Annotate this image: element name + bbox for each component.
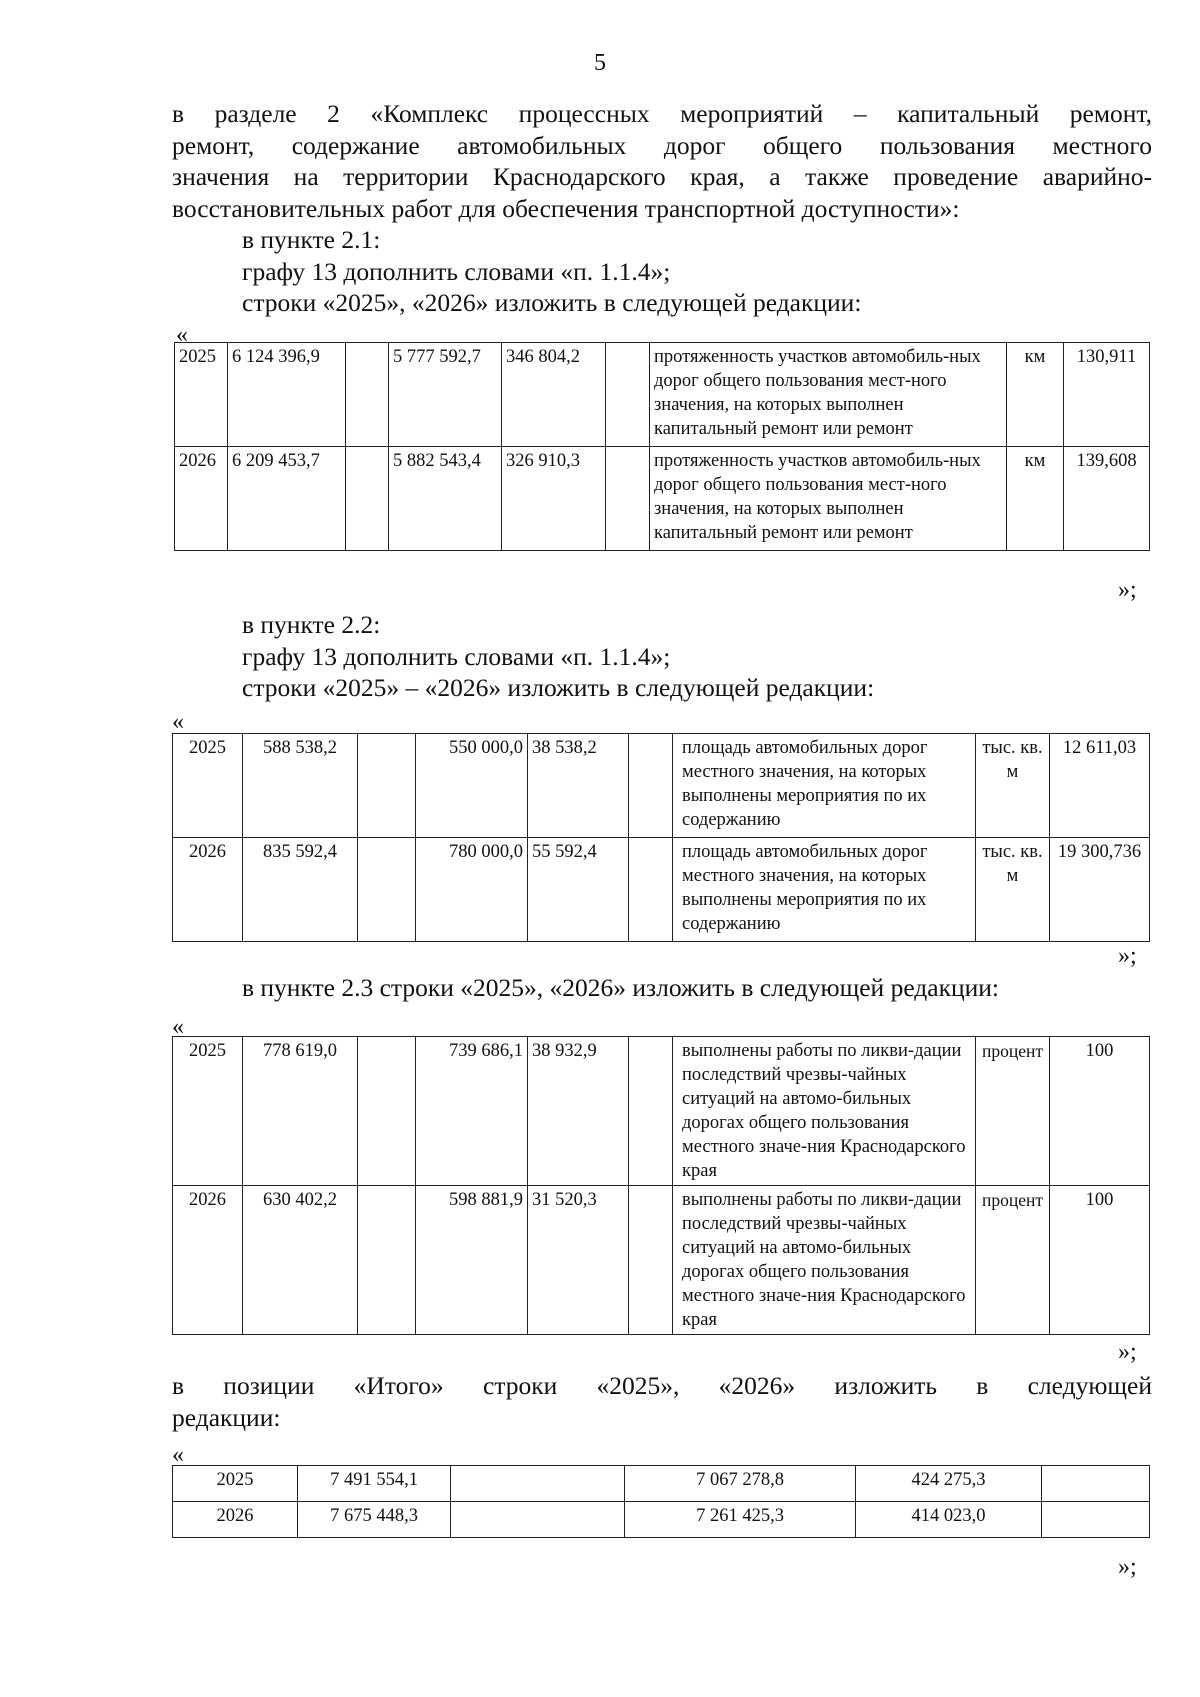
s23-line: в пункте 2.3 строки «2025», «2026» изложить в следующей редакции:: [242, 973, 1000, 1002]
s21-line-3: строки «2025», «2026» изложить в следующей редакции:: [242, 288, 862, 317]
indicator-cell: выполнены работы по ликви-дации последствий чрезвы-чайных ситуаций на автомо-бильных дорогах общего пользования местного значе-ния Краснодарского края: [673, 1037, 976, 1186]
indicator-cell: площадь автомобильных дорог местного значения, на которых выполнены мероприятия по их содержанию: [673, 838, 976, 942]
value-cell: 12 611,03: [1050, 734, 1150, 838]
regional-cell: 5 882 543,4: [389, 447, 502, 551]
year-cell: 2025: [173, 1037, 243, 1186]
s21-close-quote: »;: [1118, 577, 1137, 603]
empty-cell: [451, 1466, 625, 1502]
local-cell: 414 023,0: [856, 1502, 1042, 1538]
s21-table: [174, 342, 1150, 551]
s23-table: [172, 1036, 1150, 1335]
empty-cell: [451, 1502, 625, 1538]
table-row: [173, 1186, 1150, 1335]
local-cell: 326 910,3: [502, 447, 606, 551]
local-cell: 31 520,3: [528, 1186, 629, 1335]
regional-cell: 598 881,9: [416, 1186, 528, 1335]
total-cell: 835 592,4: [243, 838, 358, 942]
total-cell: 778 619,0: [243, 1037, 358, 1186]
s22-line-2: графу 13 дополнить словами «п. 1.1.4»;: [242, 641, 671, 671]
regional-cell: 7 261 425,3: [625, 1502, 856, 1538]
year-cell: 2026: [175, 447, 228, 551]
page-number: 5: [594, 50, 606, 76]
value-cell: 139,608: [1064, 447, 1150, 551]
local-cell: 38 538,2: [528, 734, 629, 838]
intro-line-2: ремонт, содержание автомобильных дорог общего пользования местного: [172, 130, 1152, 160]
empty-cell: [346, 343, 389, 447]
unit-cell: км: [1007, 447, 1064, 551]
itogo-line-1: в позиции «Итого» строки «2025», «2026» изложить в следующей: [172, 1371, 1152, 1400]
empty-cell: [1042, 1466, 1150, 1502]
total-cell: 7 675 448,3: [298, 1502, 451, 1538]
unit-cell: тыс. кв. м: [976, 734, 1050, 838]
local-cell: 424 275,3: [856, 1466, 1042, 1502]
year-cell: 2025: [173, 1466, 298, 1502]
empty-cell: [358, 838, 416, 942]
total-cell: 6 124 396,9: [228, 343, 346, 447]
empty-cell: [358, 1186, 416, 1335]
s23-open-quote: «: [172, 1014, 184, 1040]
itogo-close-quote: »;: [1118, 1554, 1137, 1580]
empty-cell: [629, 1186, 673, 1335]
indicator-cell: протяженность участков автомобиль-ных дорог общего пользования мест-ного значения, на которых выполнен капитальный ремонт или ремонт: [650, 447, 1007, 551]
total-cell: 588 538,2: [243, 734, 358, 838]
empty-cell: [629, 1037, 673, 1186]
empty-cell: [346, 447, 389, 551]
empty-cell: [1042, 1502, 1150, 1538]
indicator-cell: площадь автомобильных дорог местного значения, на которых выполнены мероприятия по их содержанию: [673, 734, 976, 838]
value-cell: 100: [1050, 1186, 1150, 1335]
unit-cell: тыс. кв. м: [976, 838, 1050, 942]
table-row: [173, 1037, 1150, 1186]
value-cell: 19 300,736: [1050, 838, 1150, 942]
unit-cell: процент: [976, 1186, 1050, 1335]
table-row: [175, 343, 1150, 447]
total-cell: 6 209 453,7: [228, 447, 346, 551]
indicator-cell: выполнены работы по ликви-дации последствий чрезвы-чайных ситуаций на автомо-бильных дорогах общего пользования местного значе-ния Краснодарского края: [673, 1186, 976, 1335]
empty-cell: [358, 1037, 416, 1186]
unit-cell: процент: [976, 1037, 1050, 1186]
unit-cell: км: [1007, 343, 1064, 447]
table-row: [175, 447, 1150, 551]
intro-line-3: значения на территории Краснодарского края, а также проведение аварийно-: [172, 162, 1152, 191]
value-cell: 100: [1050, 1037, 1150, 1186]
table-row: [173, 1502, 1150, 1538]
regional-cell: 5 777 592,7: [389, 343, 502, 447]
local-cell: 346 804,2: [502, 343, 606, 447]
s21-line-2: графу 13 дополнить словами «п. 1.1.4»;: [242, 256, 671, 286]
itogo-line-2: редакции:: [172, 1402, 281, 1432]
empty-cell: [606, 447, 650, 551]
indicator-cell: протяженность участков автомобиль-ных дорог общего пользования мест-ного значения, на которых выполнен капитальный ремонт или ремонт: [650, 343, 1007, 447]
s22-line-3: строки «2025» – «2026» изложить в следующей редакции:: [242, 673, 875, 702]
empty-cell: [629, 734, 673, 838]
s21-line-1: в пункте 2.1:: [242, 225, 381, 254]
table-row: [173, 838, 1150, 942]
local-cell: 55 592,4: [528, 838, 629, 942]
regional-cell: 7 067 278,8: [625, 1466, 856, 1502]
table-row: [173, 734, 1150, 838]
regional-cell: 780 000,0: [416, 838, 528, 942]
year-cell: 2026: [173, 838, 243, 942]
s23-close-quote: »;: [1118, 1339, 1137, 1365]
intro-line-4: восстановительных работ для обеспечения транспортной доступности»:: [172, 193, 960, 223]
total-cell: 630 402,2: [243, 1186, 358, 1335]
s21-open-quote: «: [176, 322, 188, 348]
value-cell: 130,911: [1064, 343, 1150, 447]
s22-table: [172, 733, 1150, 942]
local-cell: 38 932,9: [528, 1037, 629, 1186]
itogo-open-quote: «: [172, 1442, 184, 1468]
empty-cell: [358, 734, 416, 838]
year-cell: 2026: [173, 1186, 243, 1335]
regional-cell: 739 686,1: [416, 1037, 528, 1186]
itogo-table: [172, 1465, 1150, 1538]
total-cell: 7 491 554,1: [298, 1466, 451, 1502]
table-row: [173, 1466, 1150, 1502]
year-cell: 2025: [175, 343, 228, 447]
year-cell: 2025: [173, 734, 243, 838]
empty-cell: [629, 838, 673, 942]
intro-line-1: в разделе 2 «Комплекс процессных мероприятий – капитальный ремонт,: [172, 99, 1152, 128]
s22-line-1: в пункте 2.2:: [242, 610, 381, 639]
s22-close-quote: »;: [1118, 943, 1137, 969]
regional-cell: 550 000,0: [416, 734, 528, 838]
year-cell: 2026: [173, 1502, 298, 1538]
s22-open-quote: «: [172, 709, 184, 735]
empty-cell: [606, 343, 650, 447]
